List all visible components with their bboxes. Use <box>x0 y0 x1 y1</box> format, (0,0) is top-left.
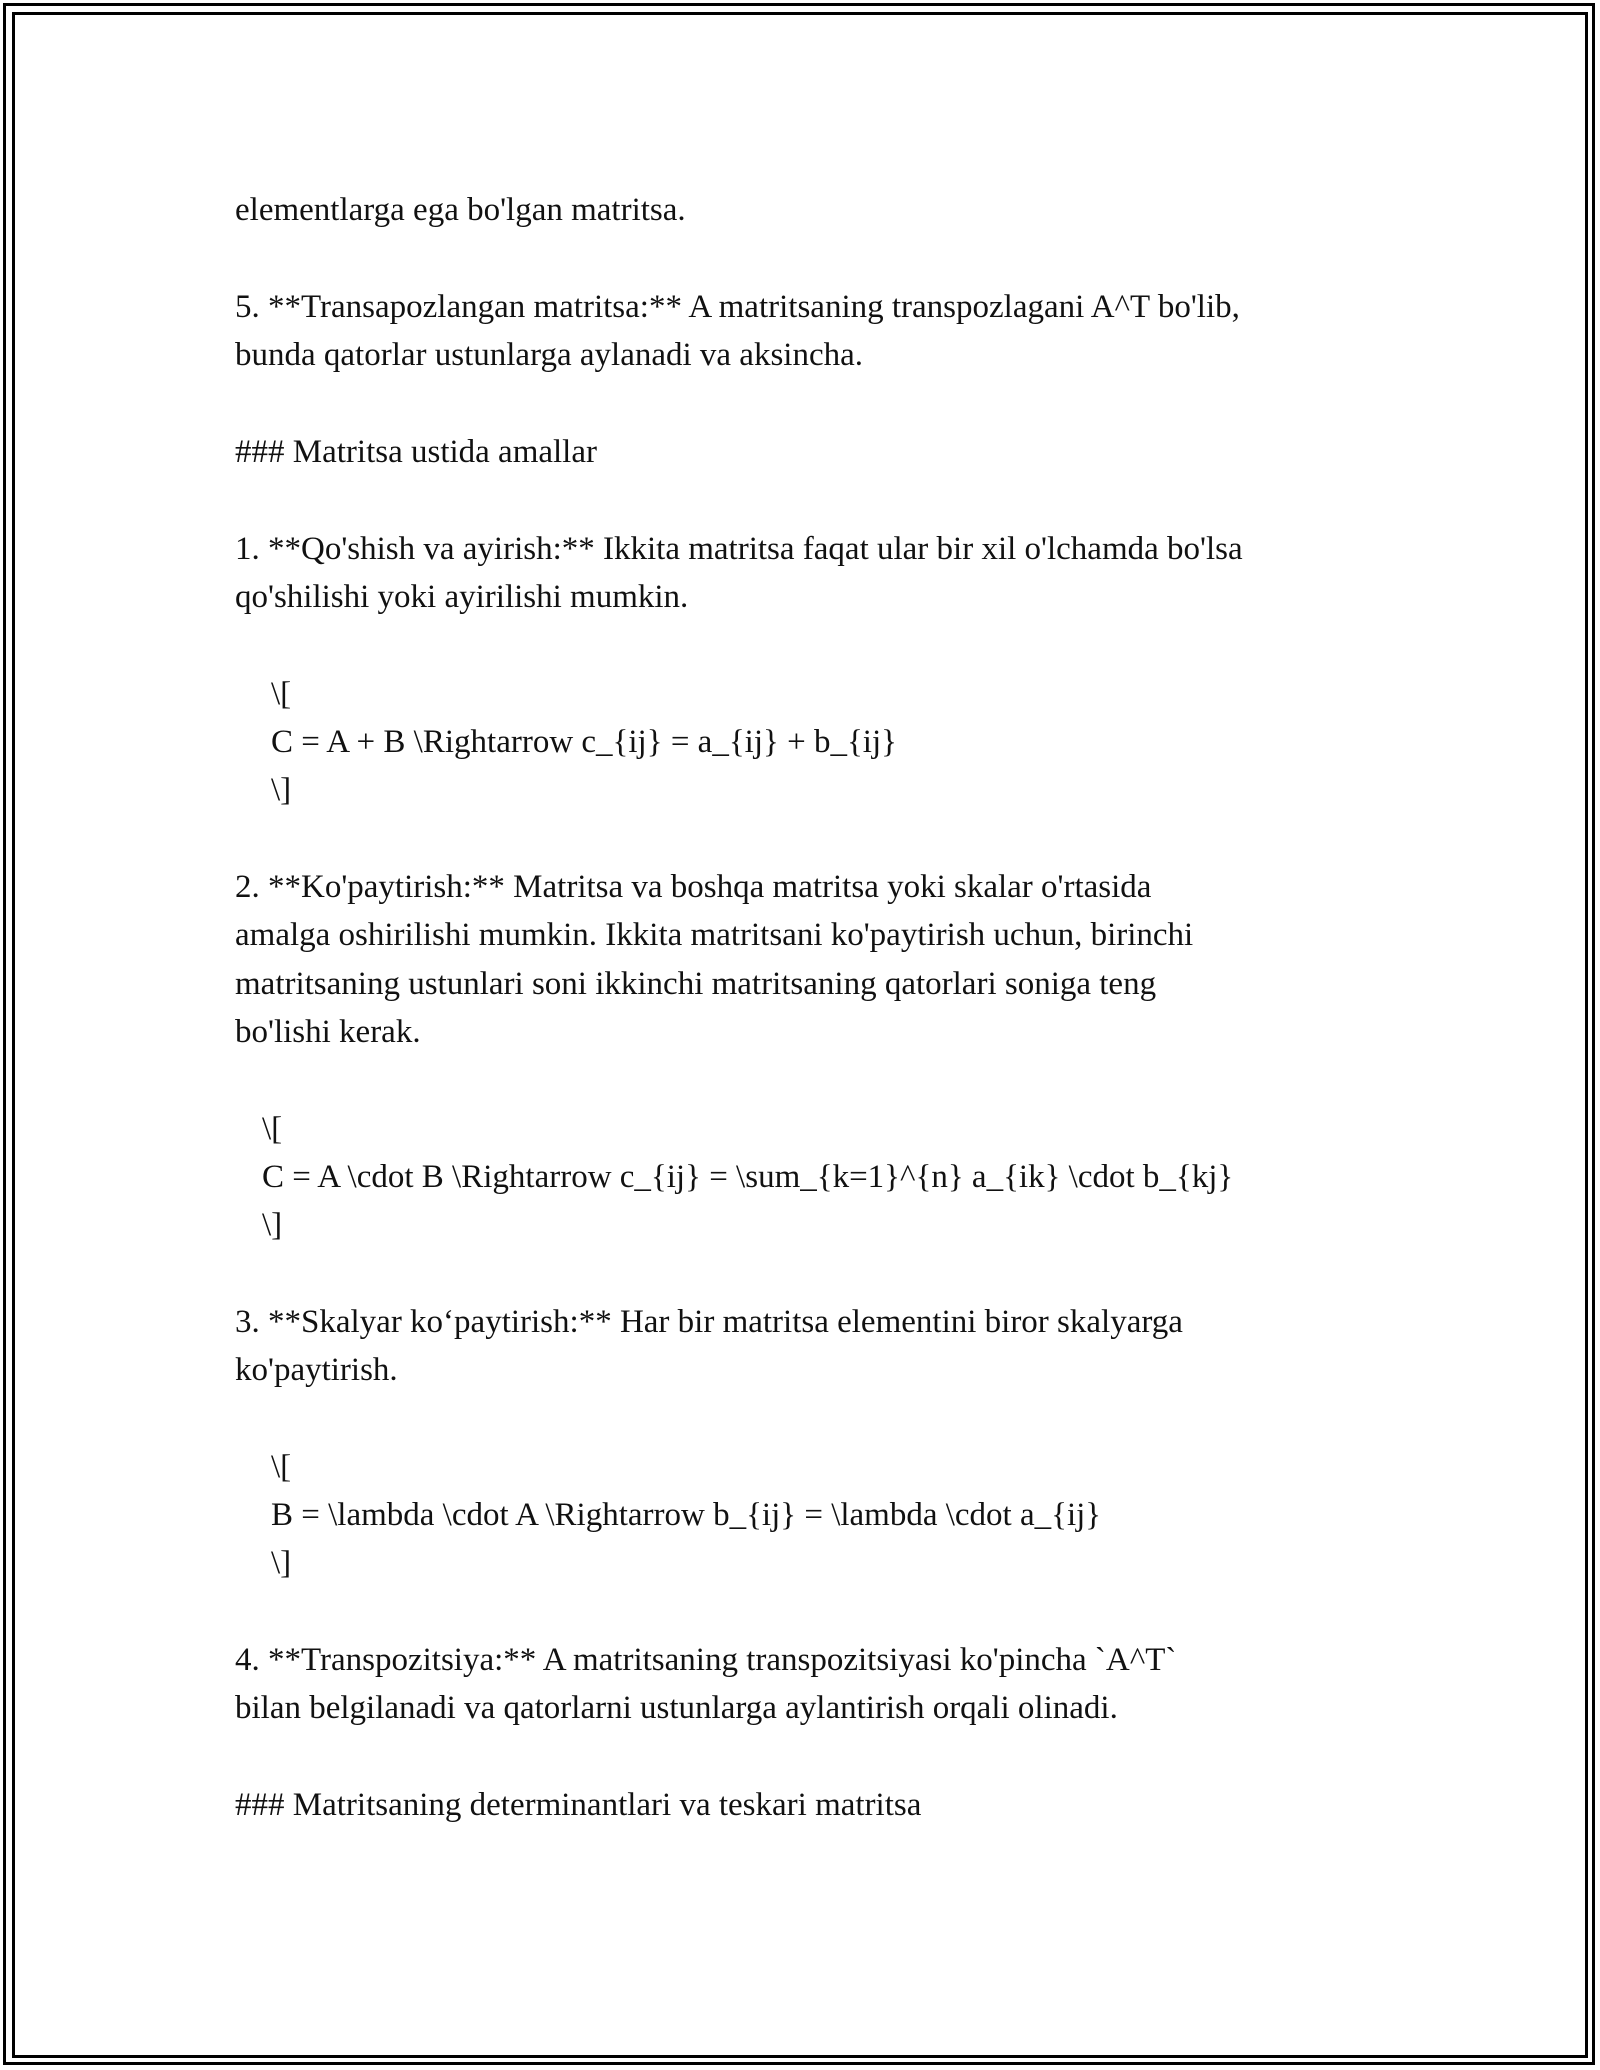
list-item-line: 4. **Transpozitsiya:** A matritsaning transpozitsiyasi ko'pincha `A^T` <box>235 1642 1177 1678</box>
list-item-line: 2. **Ko'paytirish:** Matritsa va boshqa matritsa yoki skalar o'rtasida <box>235 869 1152 905</box>
formula-close: \] <box>262 1207 283 1243</box>
list-item-line: 3. **Skalyar ko‘paytirish:** Har bir matritsa elementini biror skalyarga <box>235 1304 1183 1340</box>
list-item-line: bunda qatorlar ustunlarga aylanadi va aksincha. <box>235 337 863 373</box>
section-heading: ### Matritsa ustida amallar <box>235 434 597 470</box>
formula-open: \[ <box>271 1449 292 1485</box>
formula-open: \[ <box>271 676 292 712</box>
list-item-line: qo'shilishi yoki ayirilishi mumkin. <box>235 579 689 615</box>
paragraph-line: elementlarga ega bo'lgan matritsa. <box>235 192 686 228</box>
list-item-line: ko'paytirish. <box>235 1352 398 1388</box>
section-heading: ### Matritsaning determinantlari va teskari matritsa <box>235 1787 922 1823</box>
list-item-line: bo'lishi kerak. <box>235 1014 421 1050</box>
list-item-line: matritsaning ustunlari soni ikkinchi matritsaning qatorlari soniga teng <box>235 966 1157 1002</box>
list-item-line: amalga oshirilishi mumkin. Ikkita matritsani ko'paytirish uchun, birinchi <box>235 917 1194 953</box>
formula-open: \[ <box>262 1111 283 1147</box>
formula-close: \] <box>271 1545 292 1581</box>
list-item-line: 5. **Transapozlangan matritsa:** A matritsaning transpozlagani A^T bo'lib, <box>235 289 1240 325</box>
formula-line: C = A + B \Rightarrow c_{ij} = a_{ij} + b_{ij} <box>271 724 897 760</box>
formula-line: C = A \cdot B \Rightarrow c_{ij} = \sum_{k=1}^{n} a_{ik} \cdot b_{kj} <box>262 1159 1234 1195</box>
formula-close: \] <box>271 772 292 808</box>
list-item-line: 1. **Qo'shish va ayirish:** Ikkita matritsa faqat ular bir xil o'lchamda bo'lsa <box>235 531 1243 567</box>
list-item-line: bilan belgilanadi va qatorlarni ustunlarga aylantirish orqali olinadi. <box>235 1690 1118 1726</box>
formula-line: B = \lambda \cdot A \Rightarrow b_{ij} = \lambda \cdot a_{ij} <box>271 1497 1102 1533</box>
